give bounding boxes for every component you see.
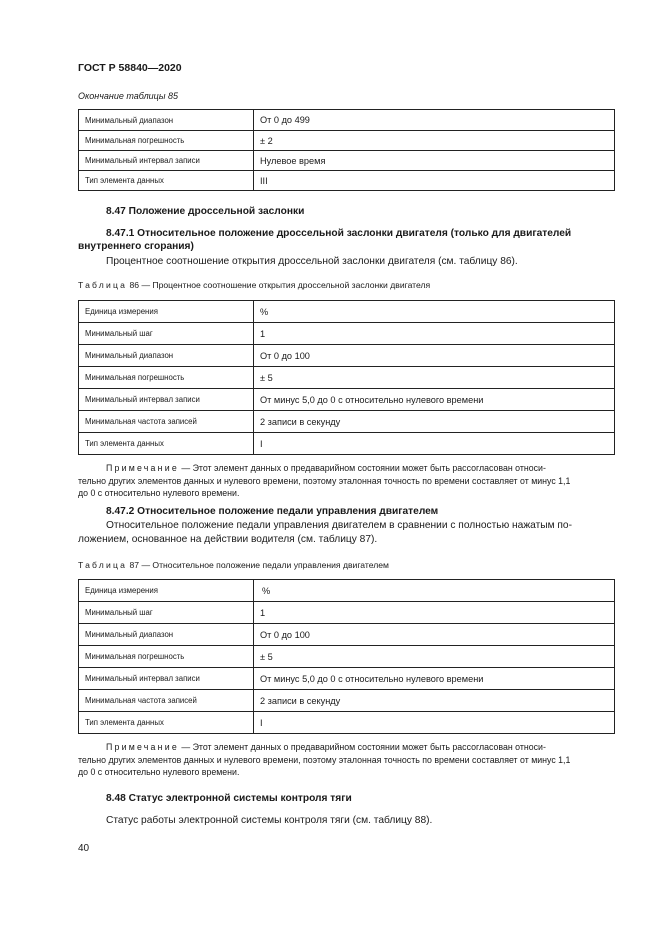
table-cell: 2 записи в секунду	[254, 411, 615, 433]
note-line: тельно других элементов данных и нулевого времени, поэтому эталонная точность по времени составляет от минус 1,1	[78, 475, 571, 486]
paragraph: Процентное соотношение открытия дроссельной заслонки двигателя (см. таблицу 86).	[106, 256, 518, 267]
caption-text: 86 — Процентное соотношение открытия дроссельной заслонки двигателя	[127, 280, 431, 290]
note-line: до 0 с относительно нулевого времени.	[78, 767, 240, 777]
paragraph-line: Относительное положение педали управления двигателем в сравнении с полностью нажатым по-	[106, 520, 572, 531]
table-row	[79, 389, 615, 411]
table-cell: %	[254, 580, 615, 602]
table-row	[79, 367, 615, 389]
section-heading: 8.48 Статус электронной системы контроля тяги	[106, 793, 352, 804]
table-row	[79, 668, 615, 690]
table-cell: Минимальная погрешность	[79, 367, 254, 389]
table-87-caption	[78, 560, 389, 570]
table-cell: Минимальный шаг	[79, 323, 254, 345]
table-cell: Тип элемента данных	[79, 433, 254, 455]
table-86-caption	[78, 280, 430, 290]
note-label: Примечание	[106, 463, 179, 473]
table-86	[78, 300, 615, 455]
table-87	[78, 579, 615, 734]
table-row	[79, 624, 615, 646]
table-cell: Минимальный шаг	[79, 602, 254, 624]
table-row	[79, 690, 615, 712]
table-cell: ± 5	[254, 646, 615, 668]
table-cell: %	[254, 301, 615, 323]
table-cell: От минус 5,0 до 0 с относительно нулевого времени	[254, 389, 615, 411]
note-line: тельно других элементов данных и нулевого времени, поэтому эталонная точность по времени составляет от минус 1,1	[78, 754, 571, 765]
note-line: до 0 с относительно нулевого времени.	[78, 488, 240, 498]
table-cell: I	[254, 712, 615, 734]
caption-label: Таблица	[78, 560, 128, 570]
table-row	[79, 323, 615, 345]
table-cell: 2 записи в секунду	[254, 690, 615, 712]
caption-text: 87 — Относительное положение педали управления двигателем	[127, 560, 389, 570]
table-cell: Минимальная частота записей	[79, 411, 254, 433]
note-text: — Этот элемент данных о предаварийном состоянии может быть рассогласован относи-	[178, 463, 546, 473]
table-85	[78, 109, 615, 191]
note-text: — Этот элемент данных о предаварийном состоянии может быть рассогласован относи-	[178, 742, 546, 752]
table-row	[79, 580, 615, 602]
table-row	[79, 110, 615, 131]
table-cell: От 0 до 100	[254, 624, 615, 646]
table-cell: Минимальный интервал записи	[79, 151, 254, 171]
table-86-note	[78, 462, 615, 500]
table-cell: Минимальный диапазон	[79, 110, 254, 131]
table-cell: Минимальный диапазон	[79, 624, 254, 646]
note-line	[78, 462, 615, 475]
table-cell: Тип элемента данных	[79, 171, 254, 191]
table-cell: I	[254, 433, 615, 455]
table-cell: Единица измерения	[79, 301, 254, 323]
table-cell: Минимальная частота записей	[79, 690, 254, 712]
table-cell: ± 2	[254, 131, 615, 151]
table-cell: III	[254, 171, 615, 191]
table-87-note	[78, 741, 615, 779]
table-row	[79, 301, 615, 323]
section-heading: 8.47 Положение дроссельной заслонки	[106, 206, 305, 217]
paragraph: Статус работы электронной системы контроля тяги (см. таблицу 88).	[106, 815, 433, 826]
table-row	[79, 171, 615, 191]
table-row	[79, 712, 615, 734]
table-cell: От минус 5,0 до 0 с относительно нулевого времени	[254, 668, 615, 690]
table-row	[79, 433, 615, 455]
table-cell: Минимальный интервал записи	[79, 668, 254, 690]
table-cell: Минимальный диапазон	[79, 345, 254, 367]
table-cell: От 0 до 499	[254, 110, 615, 131]
table-cell: Тип элемента данных	[79, 712, 254, 734]
paragraph-line: ложением, основанное на действии водителя (см. таблицу 87).	[78, 534, 378, 545]
paragraph	[78, 519, 615, 547]
page-number: 40	[78, 843, 90, 854]
table-cell: 1	[254, 323, 615, 345]
table-cell: 1	[254, 602, 615, 624]
caption-label: Таблица	[78, 280, 128, 290]
table-cell: Минимальная погрешность	[79, 646, 254, 668]
subsection-heading: 8.47.2 Относительное положение педали управления двигателем	[106, 506, 439, 517]
subsection-heading-cont: внутреннего сгорания)	[78, 241, 194, 252]
subsection-heading: 8.47.1 Относительное положение дроссельной заслонки двигателя (только для двигателей	[106, 228, 572, 239]
note-line	[78, 741, 615, 754]
table-row	[79, 411, 615, 433]
table-row	[79, 131, 615, 151]
table-row	[79, 151, 615, 171]
table-cell: Единица измерения	[79, 580, 254, 602]
table-cell: Минимальный интервал записи	[79, 389, 254, 411]
table-row	[79, 345, 615, 367]
table-cell: Нулевое время	[254, 151, 615, 171]
table-cell: Минимальная погрешность	[79, 131, 254, 151]
table-cell: От 0 до 100	[254, 345, 615, 367]
note-label: Примечание	[106, 742, 179, 752]
table-row	[79, 602, 615, 624]
table-row	[79, 646, 615, 668]
table-cell: ± 5	[254, 367, 615, 389]
document-header: ГОСТ Р 58840—2020	[78, 62, 182, 74]
table-85-caption: Окончание таблицы 85	[78, 91, 178, 101]
